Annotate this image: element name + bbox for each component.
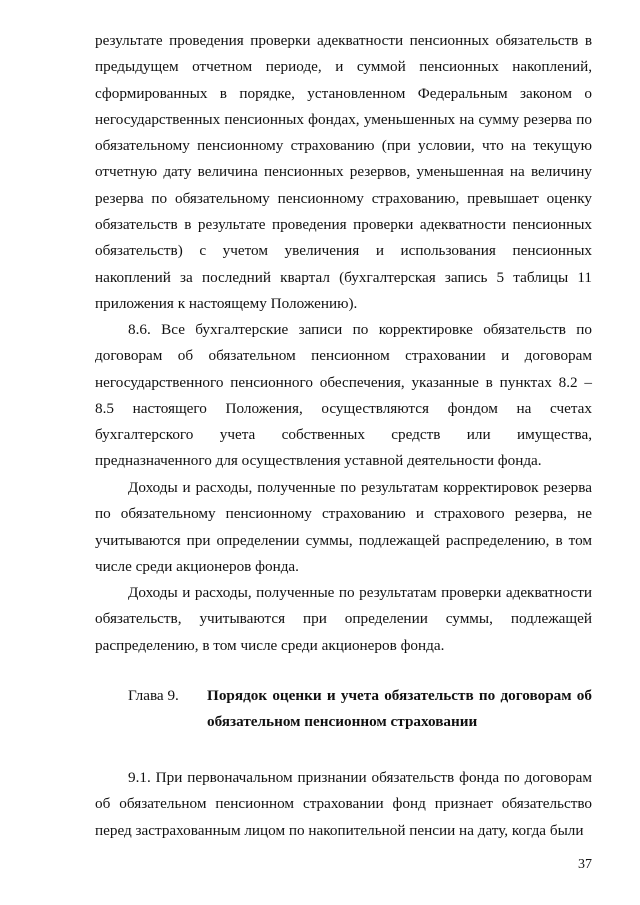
paragraph-income-adequacy: Доходы и расходы, полученные по результатам проверки адекватности обязательств, учитываются при определении суммы, подлежащей распределению, в том числе среди акционеров фонда. — [95, 584, 592, 654]
page-number: 37 — [578, 857, 592, 872]
paragraph-8-6: 8.6. Все бухгалтерские записи по корректировке обязательств по договорам об обязательном пенсионном страховании и договорам негосударственного пенсионного обеспечения, указанные в пунктах 8.2 – 8.5 настоящего Положения, осуществляются фондом на счетах бухгалтерского учета собственных средств или имущества, предназначенного для осуществления уставной деятельности фонда. — [95, 321, 592, 470]
paragraph-9-1: 9.1. При первоначальном признании обязательств фонда по договорам об обязательном пенсионном страховании фонд признает обязательство перед застрахованным лицом по накопительной пенсии на дату, когда были — [95, 769, 592, 839]
chapter-label: Глава 9. — [128, 687, 179, 704]
paragraph-continuation: результате проведения проверки адекватности пенсионных обязательств в предыдущем отчетном периоде, и суммой пенсионных накоплений, сформированных в порядке, установленном Федеральным законом о негосударственных пенсионных фондах, уменьшенных на сумму резерва по обязательному пенсионному страхованию (при условии, что на текущую отчетную дату величина пенсионных резервов, уменьшенная на величину резерва по обязательному пенсионному страхованию, превышает оценку обязательств в результате проведения проверки адекватности пенсионных обязательств) с учетом увеличения и использования пенсионных накоплений за последний квартал (бухгалтерская запись 5 таблицы 11 приложения к настоящему Положению). — [95, 32, 592, 312]
paragraph-income-reserve: Доходы и расходы, полученные по результатам корректировок резерва по обязательному пенсионному страхованию и страхового резерва, не учитываются при определении суммы, подлежащей распределению, в том числе среди акционеров фонда. — [95, 479, 592, 575]
chapter-title: Порядок оценки и учета обязательств по договорам об обязательном пенсионном страховании — [207, 687, 592, 731]
